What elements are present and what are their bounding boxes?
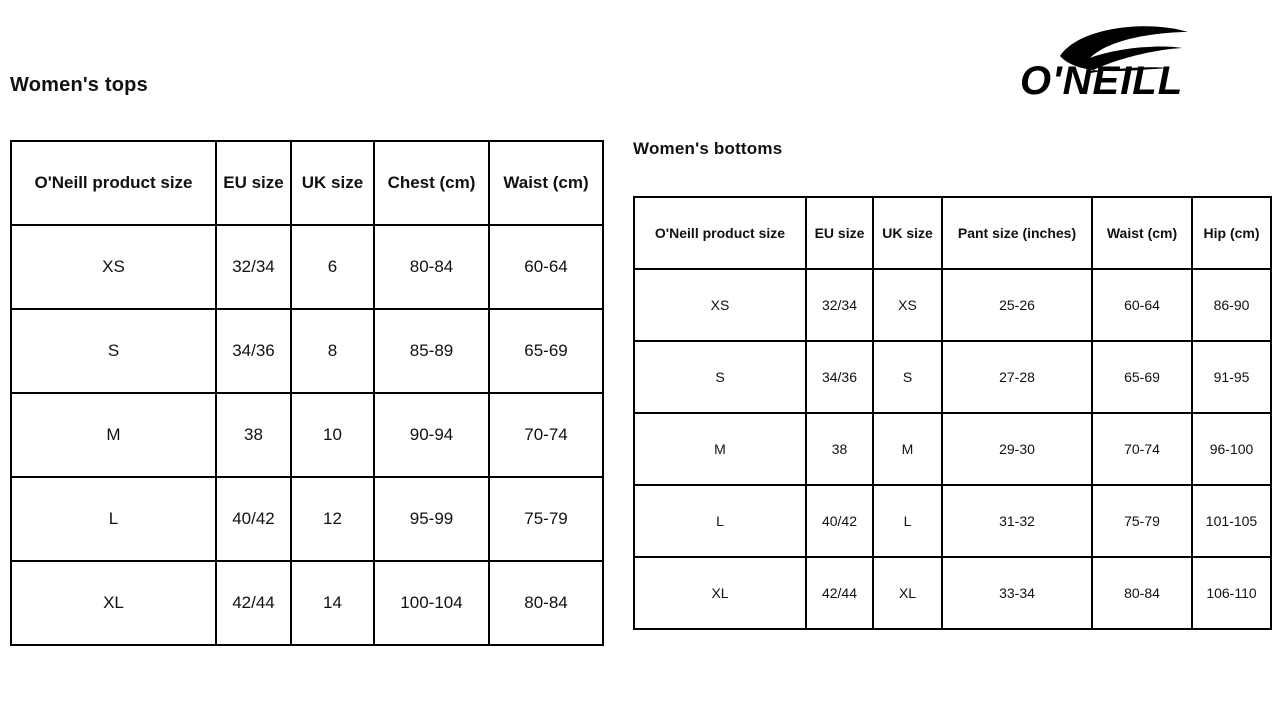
cell-uk-size: L [873, 485, 942, 557]
column-header: Chest (cm) [374, 141, 489, 225]
cell-hip: 106-110 [1192, 557, 1271, 629]
table-row [11, 225, 603, 309]
cell-eu-size: 34/36 [216, 309, 291, 393]
cell-chest: 90-94 [374, 393, 489, 477]
cell-eu-size: 42/44 [216, 561, 291, 645]
column-header: EU size [216, 141, 291, 225]
tops-section-title: Women's tops [10, 74, 148, 96]
cell-waist: 75-79 [489, 477, 603, 561]
column-header: Hip (cm) [1192, 197, 1271, 269]
table-header-row [11, 141, 603, 225]
table-row [634, 341, 1271, 413]
cell-uk-size: 6 [291, 225, 374, 309]
cell-uk-size: S [873, 341, 942, 413]
cell-product-size: S [634, 341, 806, 413]
table-row [11, 477, 603, 561]
cell-chest: 80-84 [374, 225, 489, 309]
cell-uk-size: XL [873, 557, 942, 629]
cell-eu-size: 38 [216, 393, 291, 477]
cell-waist: 65-69 [489, 309, 603, 393]
cell-product-size: XL [11, 561, 216, 645]
cell-pant-size: 29-30 [942, 413, 1092, 485]
cell-uk-size: 14 [291, 561, 374, 645]
cell-pant-size: 25-26 [942, 269, 1092, 341]
cell-eu-size: 32/34 [806, 269, 873, 341]
cell-uk-size: XS [873, 269, 942, 341]
cell-waist: 60-64 [489, 225, 603, 309]
column-header: O'Neill product size [11, 141, 216, 225]
cell-product-size: M [11, 393, 216, 477]
cell-waist: 60-64 [1092, 269, 1192, 341]
womens-bottoms-size-table [633, 196, 1272, 630]
cell-eu-size: 32/34 [216, 225, 291, 309]
table-row [11, 309, 603, 393]
table-row [634, 413, 1271, 485]
cell-uk-size: 8 [291, 309, 374, 393]
table-header-row [634, 197, 1271, 269]
table-row [11, 393, 603, 477]
cell-product-size: XS [634, 269, 806, 341]
column-header: EU size [806, 197, 873, 269]
cell-eu-size: 34/36 [806, 341, 873, 413]
cell-chest: 85-89 [374, 309, 489, 393]
cell-hip: 86-90 [1192, 269, 1271, 341]
table-row [634, 485, 1271, 557]
bottoms-section-title: Women's bottoms [633, 139, 783, 158]
column-header: Waist (cm) [1092, 197, 1192, 269]
cell-eu-size: 42/44 [806, 557, 873, 629]
cell-waist: 80-84 [1092, 557, 1192, 629]
cell-product-size: XL [634, 557, 806, 629]
cell-chest: 100-104 [374, 561, 489, 645]
cell-chest: 95-99 [374, 477, 489, 561]
cell-eu-size: 40/42 [216, 477, 291, 561]
column-header: Pant size (inches) [942, 197, 1092, 269]
womens-tops-size-table [10, 140, 604, 646]
cell-eu-size: 40/42 [806, 485, 873, 557]
column-header: O'Neill product size [634, 197, 806, 269]
cell-pant-size: 33-34 [942, 557, 1092, 629]
cell-product-size: S [11, 309, 216, 393]
cell-uk-size: 12 [291, 477, 374, 561]
cell-waist: 70-74 [1092, 413, 1192, 485]
cell-waist: 80-84 [489, 561, 603, 645]
cell-uk-size: M [873, 413, 942, 485]
cell-product-size: M [634, 413, 806, 485]
cell-eu-size: 38 [806, 413, 873, 485]
cell-waist: 65-69 [1092, 341, 1192, 413]
cell-product-size: L [634, 485, 806, 557]
cell-hip: 91-95 [1192, 341, 1271, 413]
column-header: UK size [291, 141, 374, 225]
oneill-logo [1020, 18, 1230, 98]
column-header: UK size [873, 197, 942, 269]
cell-pant-size: 31-32 [942, 485, 1092, 557]
table-row [11, 561, 603, 645]
cell-waist: 75-79 [1092, 485, 1192, 557]
cell-pant-size: 27-28 [942, 341, 1092, 413]
table-row [634, 557, 1271, 629]
table-row [634, 269, 1271, 341]
cell-waist: 70-74 [489, 393, 603, 477]
cell-uk-size: 10 [291, 393, 374, 477]
column-header: Waist (cm) [489, 141, 603, 225]
cell-product-size: L [11, 477, 216, 561]
cell-hip: 101-105 [1192, 485, 1271, 557]
logo-wordmark: O'NEILL [1020, 59, 1184, 98]
cell-product-size: XS [11, 225, 216, 309]
cell-hip: 96-100 [1192, 413, 1271, 485]
